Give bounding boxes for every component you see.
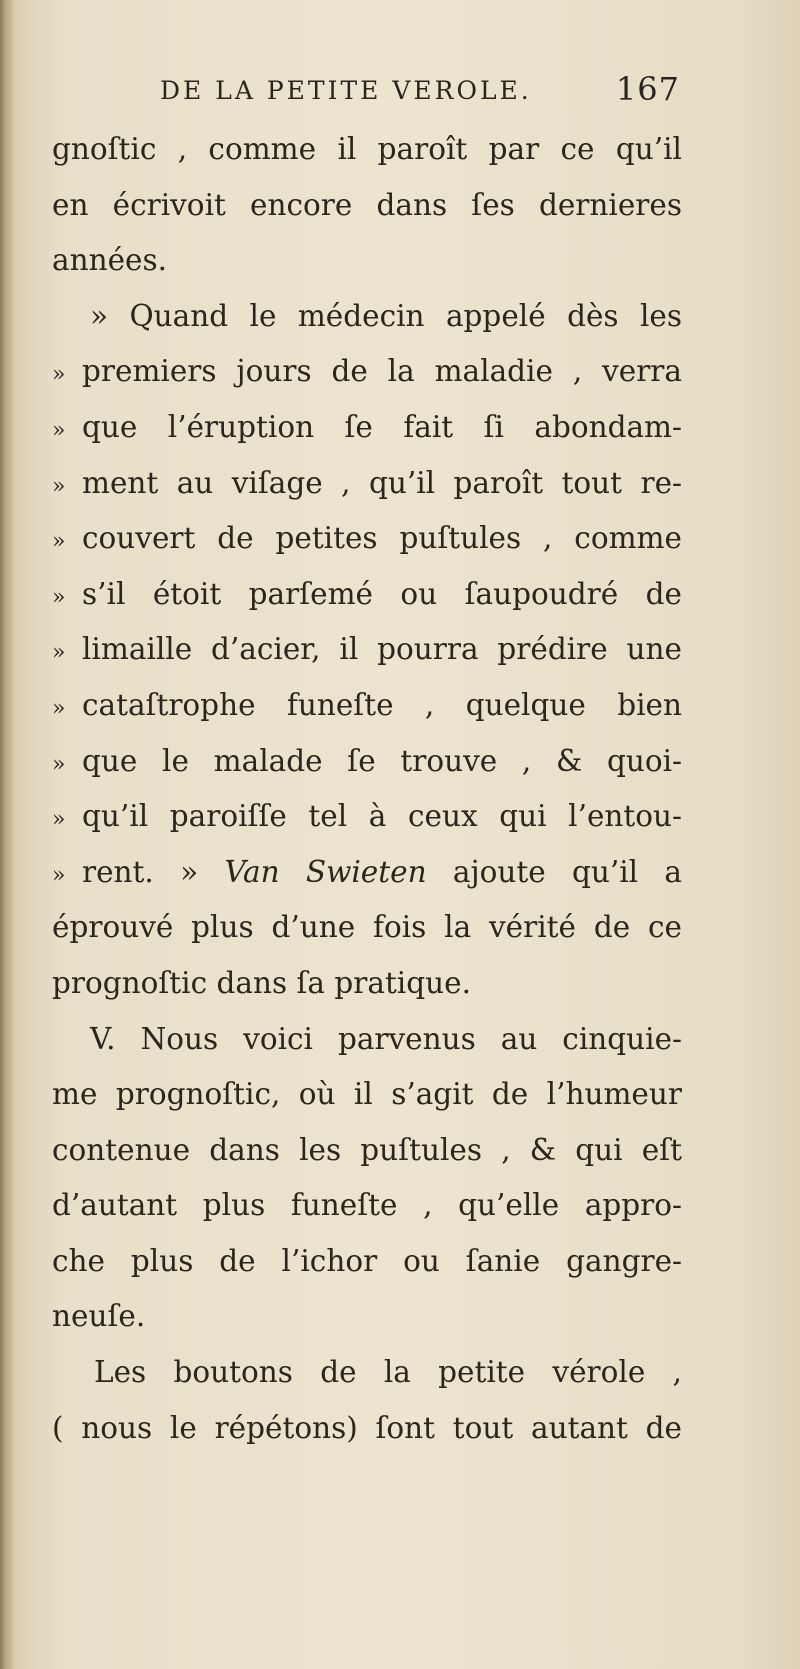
text-line: couvert de petites puſtules , comme bbox=[82, 521, 682, 556]
text-line: gnoſtic , comme il paroît par ce qu’il bbox=[52, 132, 682, 166]
page-gutter-edge bbox=[0, 0, 14, 1669]
quote-mark: » bbox=[52, 529, 66, 555]
text-line: prognoſtic dans ſa pratique. bbox=[52, 965, 471, 1000]
author-name: Van Swieten bbox=[224, 854, 427, 889]
quoted-line bbox=[52, 344, 682, 400]
text-line: limaille d’acier, il pourra prédire une bbox=[82, 632, 682, 667]
page-header bbox=[160, 70, 680, 120]
text-line: en écrivoit encore dans ſes dernieres bbox=[52, 187, 682, 222]
text-line: V. Nous voici parvenus au cinquie- bbox=[90, 1021, 682, 1056]
text-line: qu’il paroiſſe tel à ceux qui l’entou- bbox=[82, 799, 682, 834]
text-line: » Quand le médecin appelé dès les bbox=[90, 298, 682, 333]
text-line: que l’éruption ſe fait ſi abondam- bbox=[82, 409, 682, 444]
text-line: éprouvé plus d’une fois la vérité de ce bbox=[52, 910, 682, 945]
quoted-line bbox=[52, 456, 682, 512]
body-text bbox=[52, 122, 682, 1456]
text-line: me prognoſtic, où il s’agit de l’humeur bbox=[52, 1077, 682, 1112]
text-line: ment au viſage , qu’il paroît tout re- bbox=[82, 465, 682, 500]
quote-mark: » bbox=[52, 640, 66, 666]
text-line: che plus de l’ichor ou ſanie gangre- bbox=[52, 1243, 682, 1278]
quoted-line bbox=[52, 789, 682, 845]
quoted-line bbox=[52, 734, 682, 790]
text-line: ajoute qu’il a bbox=[452, 854, 682, 889]
text-line: s’il étoit parſemé ou ſaupoudré de bbox=[82, 576, 682, 611]
quoted-line bbox=[52, 845, 682, 901]
text-line: cataſtrophe funeſte , quelque bien bbox=[82, 687, 682, 722]
quote-mark: » bbox=[52, 807, 66, 833]
quote-mark: » bbox=[52, 751, 66, 777]
text-line: premiers jours de la maladie , verra bbox=[82, 354, 682, 389]
text-line: contenue dans les puſtules , & qui eſt bbox=[52, 1132, 682, 1167]
page-number: 167 bbox=[615, 70, 680, 108]
text-line: neuſe. bbox=[52, 1299, 146, 1334]
quoted-line bbox=[52, 567, 682, 623]
quote-mark: » bbox=[52, 473, 66, 499]
quote-mark: » bbox=[52, 862, 66, 888]
quote-mark: » bbox=[52, 695, 66, 721]
text-line: Les boutons de la petite vérole , bbox=[94, 1355, 682, 1390]
text-line: rent. » bbox=[82, 854, 199, 889]
running-title: DE LA PETITE VEROLE. bbox=[160, 76, 532, 105]
quoted-line bbox=[52, 400, 682, 456]
quote-mark: » bbox=[52, 417, 66, 443]
quoted-line bbox=[52, 678, 682, 734]
quote-mark: » bbox=[52, 362, 66, 388]
text-line: d’autant plus funeſte , qu’elle appro- bbox=[52, 1188, 682, 1223]
quoted-line bbox=[52, 511, 682, 567]
text-line: que le malade ſe trouve , & quoi- bbox=[82, 743, 682, 778]
quote-mark: » bbox=[52, 584, 66, 610]
text-line: ( nous le répétons) ſont tout autant de bbox=[52, 1410, 682, 1445]
text-line: années. bbox=[52, 243, 168, 278]
quoted-line bbox=[52, 622, 682, 678]
